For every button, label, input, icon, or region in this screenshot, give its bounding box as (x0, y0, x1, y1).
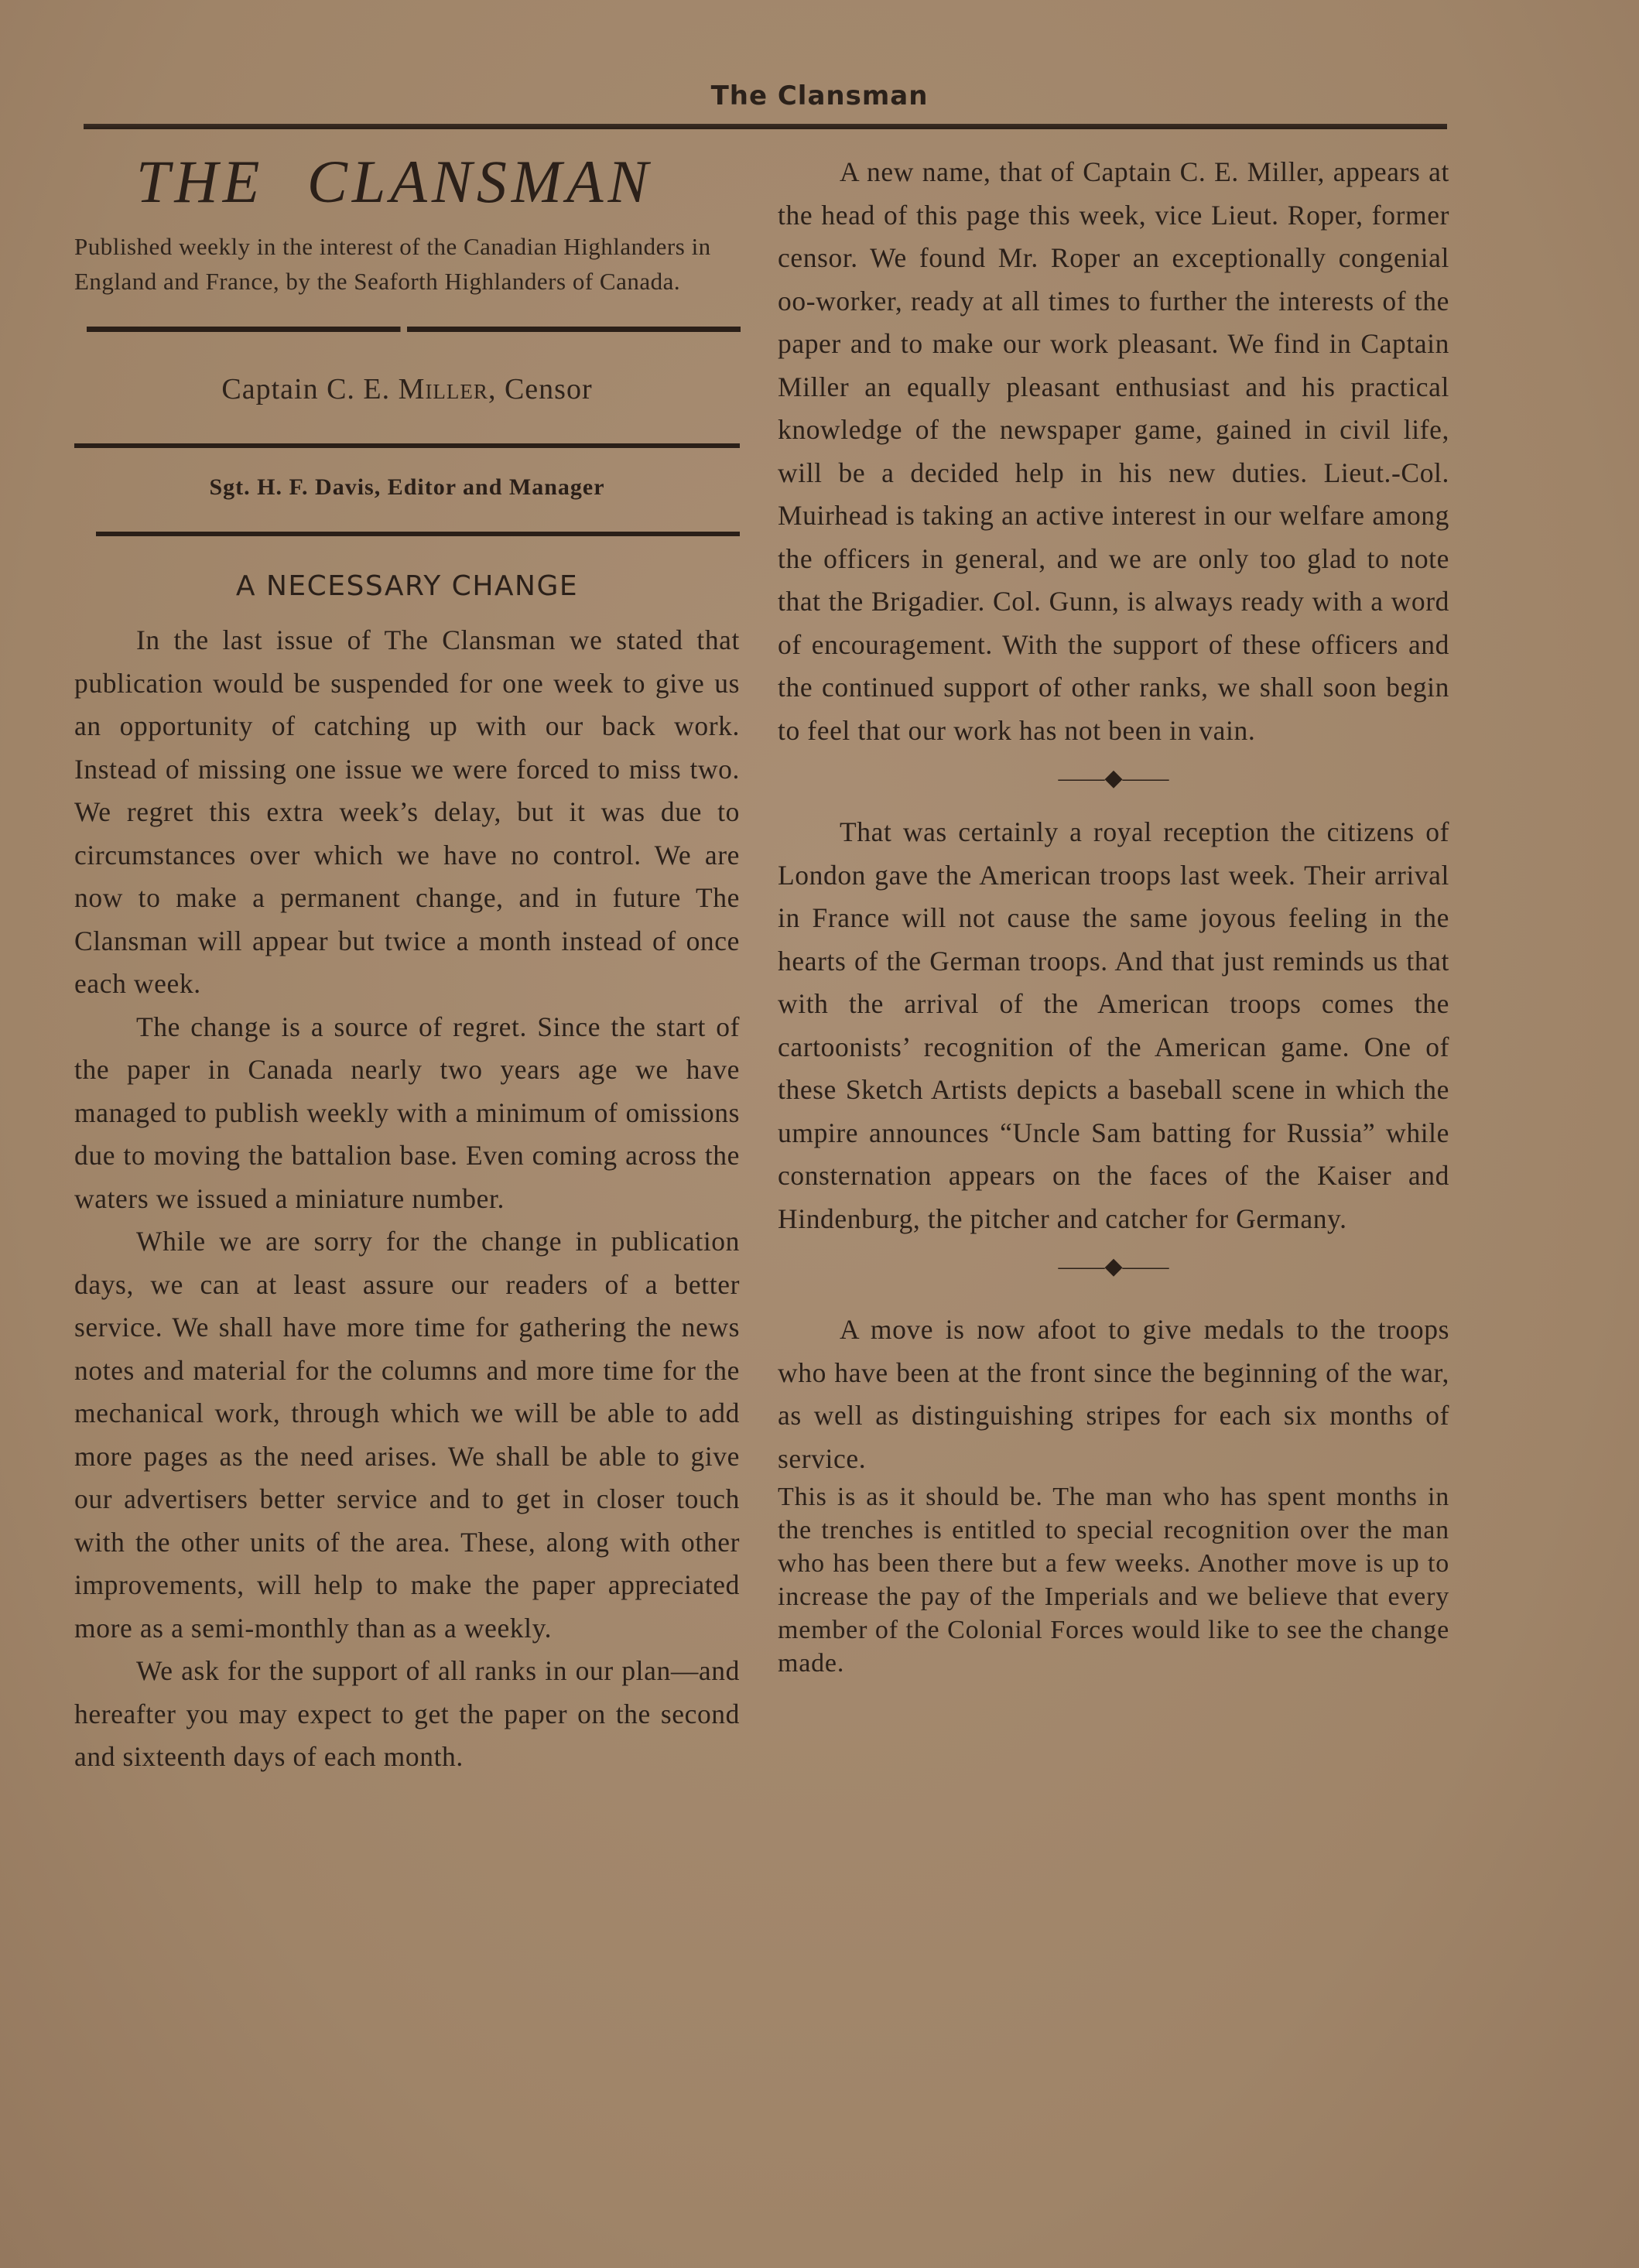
article-headline: A NECESSARY CHANGE (235, 570, 579, 602)
editorial-paragraph: That was certainly a royal reception the citizens of London gave the American troops last week. Their arrival in France will not cause the same joyous feeling in the hearts of the German troops. And that just reminds us that with the arrival of the American troops comes the cartoonists’ recognition of the American game. One of these Sketch Artists depicts a baseball scene in which the umpire announces “Uncle Sam batting for Russia” while consternation appears on the faces of the Kaiser and Hindenburg, the pitcher and catcher for Germany. (778, 816, 1449, 1234)
article-paragraph: In the last issue of The Clansman we stated that publication would be suspended for one week to give us an opportunity of catching up with our back work. Instead of missing one issue we were forced to miss two. We regret this extra week’s delay, but it was due to circumstances over which we have no control. We are now to make a permanent change, and in future The Clansman will appear but twice a month instead of once each week. (74, 624, 740, 999)
editorial-paragraph: A move is now afoot to give medals to the troops who have been at the front since the beginning of the war, as well as distinguishing stripes for each six months of service. (778, 1314, 1449, 1474)
masthead-rule (87, 327, 741, 332)
article-paragraph: We ask for the support of all ranks in our plan—and hereafter you may expect to get the paper on the second and sixteenth days of each month. (74, 1655, 740, 1772)
article-paragraph: While we are sorry for the change in publication days, we can at least assure our readers of a better service. We shall have more time for gathering the news notes and material for the columns and more time for the mechanical work, through which we will be able to add more pages as the need arises. We shall be able to give our advertisers better service and to get in closer touch with the other units of the area. These, along with other improvements, will help to make the paper appreciated more as a semi-monthly than as a weekly. (74, 1226, 740, 1644)
editorial-paragraph-continued: This is as it should be. The man who has spent months in the trenches is entitled to special recognition over the man who has been there but a few weeks. Another move is up to increase the pay of the Imperials and we believe that every member of the Colonial Forces would like to see the change made. (778, 1483, 1449, 1678)
censor-name: Miller (398, 373, 488, 405)
left-column (74, 139, 740, 1779)
editor-rule (96, 532, 740, 536)
censor-line (74, 372, 740, 406)
masthead-title: THE CLANSMAN (136, 148, 653, 215)
section-divider: ——◆—— (1058, 765, 1169, 791)
section-divider: ——◆—— (1058, 1254, 1169, 1279)
censor-prefix: Captain C. E. (221, 373, 399, 405)
masthead-subtitle: Published weekly in the interest of the Canadian Highlanders in England and France, by the Seaforth Highlanders of Canada. (74, 233, 711, 295)
censor-suffix: , Censor (488, 373, 593, 405)
censor-rule (74, 443, 740, 448)
right-column (778, 151, 1449, 1680)
article-paragraph: The change is a source of regret. Since the start of the paper in Canada nearly two years age we have managed to publish weekly with a minimum of omissions due to moving the battalion base. Even coming across the waters we issued a miniature number. (74, 1011, 740, 1214)
running-head: The Clansman (710, 80, 929, 111)
editorial-paragraph: A new name, that of Captain C. E. Miller, appears at the head of this page this week, vice Lieut. Roper, former censor. We found Mr. Roper an exceptionally congenial oo-worker, ready at all times to further the interests of the paper and to make our work pleasant. We find in Captain Miller an equally pleasant enthusiast and his practical knowledge of the newspaper game, gained in civil life, will be a decided help in his new duties. Lieut.-Col. Muirhead is taking an active interest in our welfare among the officers in general, and we are only too glad to note that the Brigadier. Col. Gunn, is always ready with a word of encouragement. With the support of these officers and the continued support of other ranks, we shall soon begin to feel that our work has not been in vain. (778, 156, 1449, 746)
editor-line: Sgt. H. F. Davis, Editor and Manager (209, 474, 605, 500)
top-rule (84, 124, 1447, 129)
